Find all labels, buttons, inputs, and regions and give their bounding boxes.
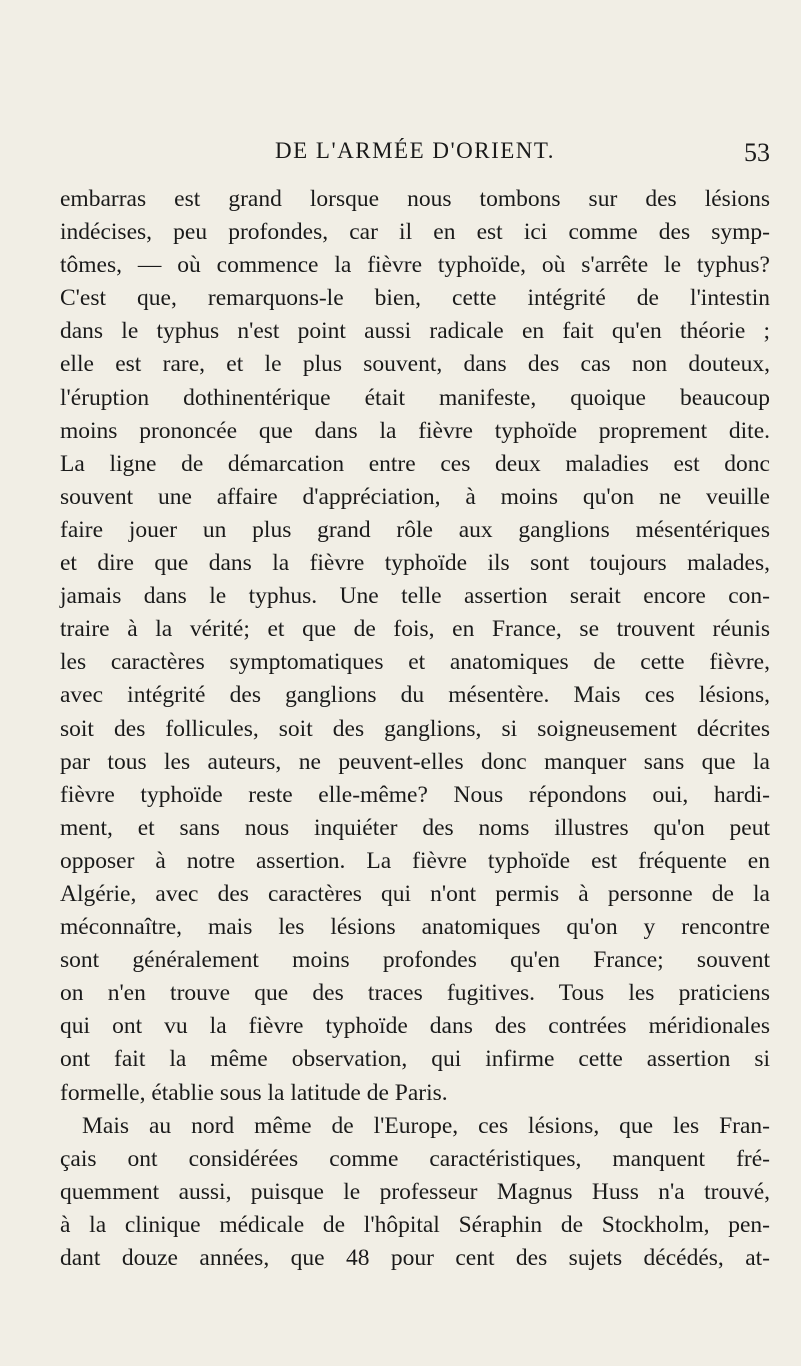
body-text (60, 183, 770, 1275)
text-line: et dire que dans la fièvre typhoïde ils sont toujours malades, (60, 550, 770, 577)
page-header (60, 134, 770, 174)
text-line: embarras est grand lorsque nous tombons sur des lésions (60, 186, 770, 212)
text-line: tômes, — où commence la fièvre typhoïde, où s'arrête le typhus? (60, 252, 770, 279)
text-line: avec intégrité des ganglions du mésentère. Mais ces lésions, (60, 682, 770, 709)
text-line: par tous les auteurs, ne peuvent-elles donc manquer sans que la (60, 748, 770, 775)
text-line: à la clinique médicale de l'hôpital Séraphin de Stockholm, pen- (60, 1211, 770, 1238)
text-line: dant douze années, que 48 pour cent des sujets décédés, at- (60, 1245, 770, 1271)
text-line: elle est rare, et le plus souvent, dans des cas non douteux, (60, 351, 770, 378)
text-line: indécises, peu profondes, car il en est ici comme des symp- (60, 219, 770, 246)
text-line: Mais au nord même de l'Europe, ces lésions, que les Fran- (82, 1112, 770, 1139)
text-line: La ligne de démarcation entre ces deux maladies est donc (60, 450, 770, 477)
text-line: jamais dans le typhus. Une telle assertion serait encore con- (60, 583, 770, 610)
text-line: faire jouer un plus grand rôle aux ganglions mésentériques (60, 516, 770, 543)
text-line: les caractères symptomatiques et anatomiques de cette fièvre, (60, 649, 770, 676)
page-number: 53 (744, 138, 770, 167)
text-line: fièvre typhoïde reste elle-même? Nous répondons oui, hardi- (60, 781, 770, 808)
text-line: dans le typhus n'est point aussi radicale en fait qu'en théorie ; (60, 318, 770, 345)
text-line: moins prononcée que dans la fièvre typhoïde proprement dite. (60, 417, 770, 444)
text-line: ont fait la même observation, qui infirme cette assertion si (60, 1046, 770, 1073)
text-line: traire à la vérité; et que de fois, en France, se trouvent réunis (60, 616, 770, 643)
text-line: C'est que, remarquons-le bien, cette intégrité de l'intestin (60, 285, 770, 312)
text-line: quemment aussi, puisque le professeur Magnus Huss n'a trouvé, (60, 1178, 770, 1205)
text-line: Algérie, avec des caractères qui n'ont permis à personne de la (60, 880, 770, 907)
text-line: souvent une affaire d'appréciation, à moins qu'on ne veuille (60, 483, 770, 510)
text-line: formelle, établie sous la latitude de Paris. (60, 1079, 448, 1106)
text-line: ment, et sans nous inquiéter des noms illustres qu'on peut (60, 814, 770, 841)
text-line: qui ont vu la fièvre typhoïde dans des contrées méridionales (60, 1013, 770, 1040)
text-line: on n'en trouve que des traces fugitives. Tous les praticiens (60, 980, 770, 1007)
text-line: soit des follicules, soit des ganglions, si soigneusement décrites (60, 715, 770, 742)
text-line: sont généralement moins profondes qu'en France; souvent (60, 947, 770, 974)
text-line: opposer à notre assertion. La fièvre typhoïde est fréquente en (60, 847, 770, 874)
text-line: l'éruption dothinentérique était manifeste, quoique beaucoup (60, 384, 770, 411)
running-title: DE L'ARMÉE D'ORIENT. (275, 138, 555, 163)
text-line: çais ont considérées comme caractéristiques, manquent fré- (60, 1145, 770, 1172)
text-line: méconnaître, mais les lésions anatomiques qu'on y rencontre (60, 914, 770, 941)
